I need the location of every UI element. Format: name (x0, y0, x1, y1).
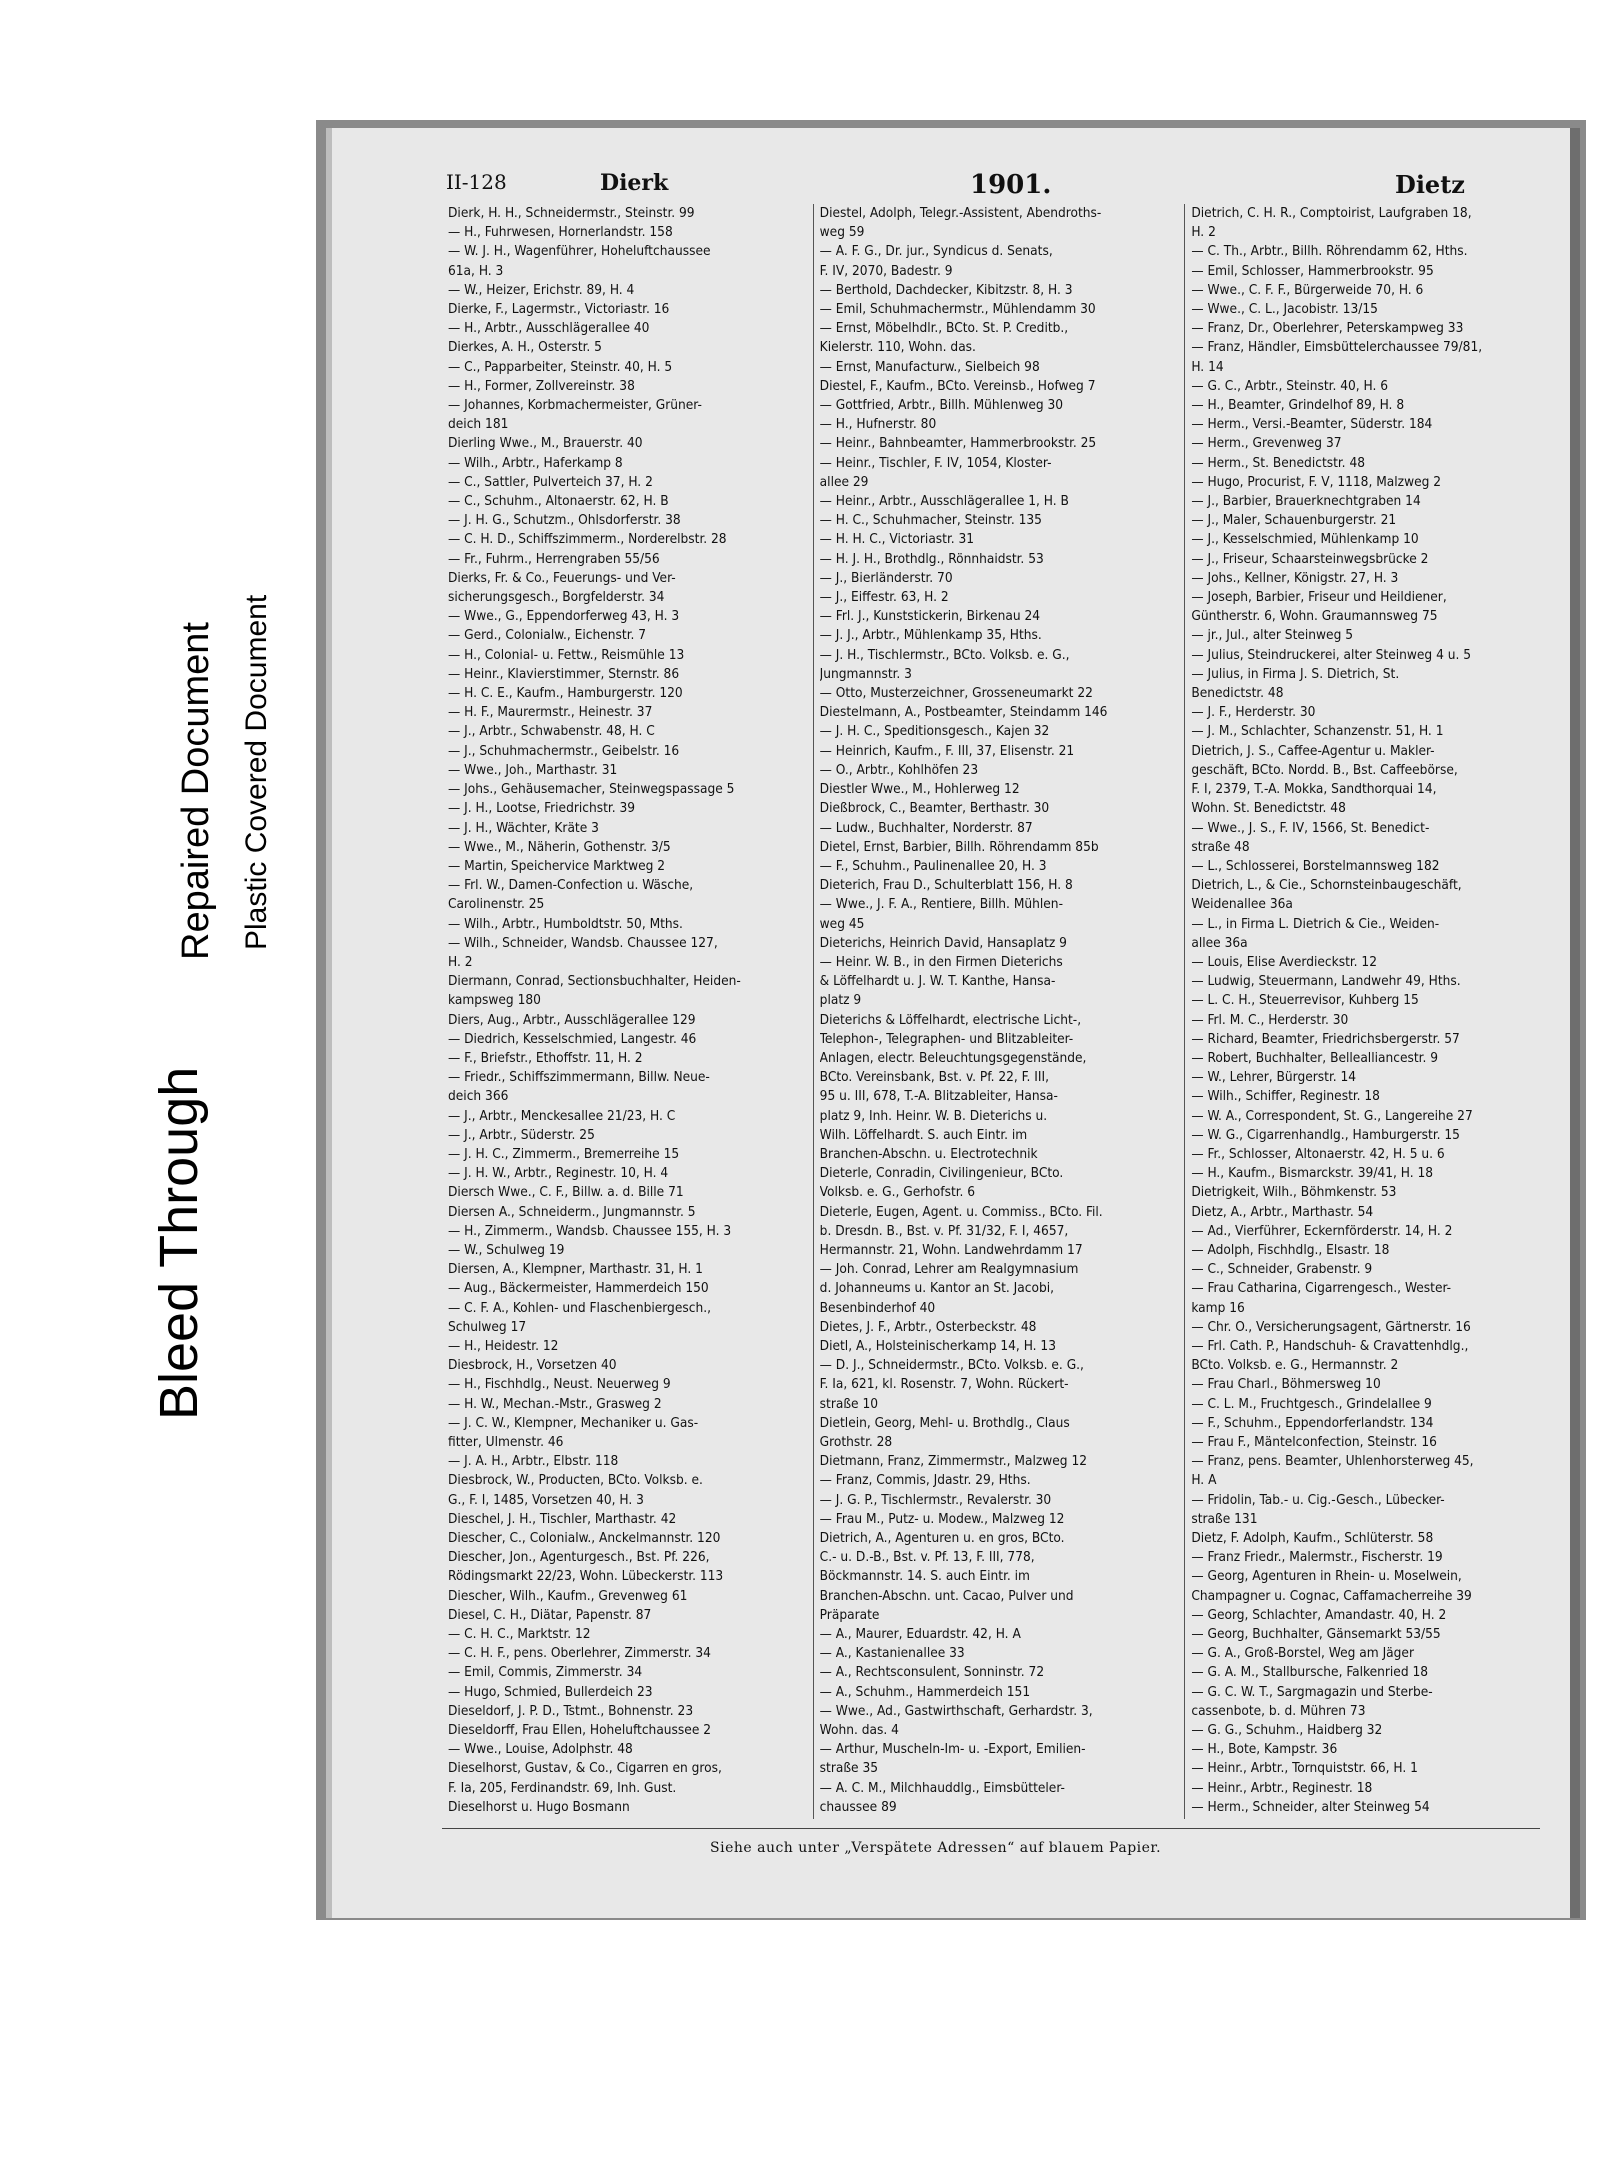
entry-columns (442, 204, 1556, 1819)
directory-entry: — Richard, Beamter, Friedrichsbergerstr. 57 (1191, 1030, 1460, 1047)
directory-entry: Diers, Aug., Arbtr., Ausschlägerallee 129 (448, 1011, 696, 1028)
directory-entry: — J., Maler, Schauenburgerstr. 21 (1191, 512, 1397, 529)
directory-entry: allee 29 (819, 473, 869, 490)
directory-entry: Dietrich, J. S., Caffee-Agentur u. Makler- (1191, 742, 1435, 759)
directory-entry: — L., in Firma L. Dietrich & Cie., Weiden- (1191, 915, 1440, 932)
directory-entry: — G. A., Groß-Borstel, Weg am Jäger (1191, 1645, 1414, 1662)
directory-entry: — Heinr. W. B., in den Firmen Dieterichs (819, 953, 1063, 970)
directory-entry: — Hugo, Schmied, Bullerdeich 23 (448, 1683, 653, 1700)
directory-entry: — Herm., Schneider, alter Steinweg 54 (1191, 1798, 1430, 1815)
directory-entry: Dieterich, Frau D., Schulterblatt 156, H. 8 (819, 877, 1073, 894)
directory-entry: — H. H. C., Victoriastr. 31 (819, 531, 975, 548)
directory-entry: Dieselhorst u. Hugo Bosmann (448, 1798, 630, 1815)
directory-entry: — J., Bierländerstr. 70 (819, 569, 953, 586)
directory-entry: Diescher, Jon., Agenturgesch., Bst. Pf. 226, (448, 1549, 710, 1566)
directory-entry: — J. M., Schlachter, Schanzenstr. 51, H. 1 (1191, 723, 1444, 740)
directory-entry: straße 131 (1191, 1510, 1258, 1527)
directory-entry: straße 10 (819, 1395, 879, 1412)
running-head-year: 1901. (970, 170, 1052, 200)
directory-entry: — Adolph, Fischhdlg., Elsastr. 18 (1191, 1241, 1390, 1258)
directory-entry: — Frau Charl., Böhmersweg 10 (1191, 1376, 1381, 1393)
directory-entry: Branchen-Abschn. unt. Cacao, Pulver und (819, 1587, 1074, 1604)
directory-entry: Dietmann, Franz, Zimmermstr., Malzweg 12 (819, 1453, 1088, 1470)
directory-entry: Besenbinderhof 40 (819, 1299, 936, 1316)
directory-entry: Wohn. St. Benedictstr. 48 (1191, 800, 1346, 817)
directory-entry: — G. C., Arbtr., Steinstr. 40, H. 6 (1191, 377, 1389, 394)
directory-entry: — D. J., Schneidermstr., BCto. Volksb. e. G., (819, 1357, 1084, 1374)
directory-entry: — H., Zimmerm., Wandsb. Chaussee 155, H. 3 (448, 1222, 732, 1239)
directory-entry: Präparate (819, 1606, 880, 1623)
running-head-right: Dietz (1395, 170, 1465, 199)
column-2 (813, 204, 1185, 1819)
directory-entry: Böckmannstr. 14. S. auch Eintr. im (819, 1568, 1030, 1585)
directory-entry: — G. C. W. T., Sargmagazin und Sterbe- (1191, 1683, 1433, 1700)
directory-entry: — J. J., Arbtr., Mühlenkamp 35, Hths. (819, 627, 1042, 644)
directory-entry: — Franz, Commis, Jdastr. 29, Hths. (819, 1472, 1031, 1489)
directory-entry: Kielerstr. 110, Wohn. das. (819, 339, 976, 356)
directory-page (326, 128, 1580, 1918)
directory-entry: — J. H. G., Schutzm., Ohlsdorferstr. 38 (448, 512, 681, 529)
directory-entry: — A., Kastanienallee 33 (819, 1645, 965, 1662)
directory-entry: — W. G., Cigarrenhandlg., Hamburgerstr. 15 (1191, 1126, 1460, 1143)
page-number: II-128 (446, 170, 507, 194)
directory-entry: Dieseldorf, J. P. D., Tstmt., Bohnenstr. 23 (448, 1702, 694, 1719)
directory-entry: — H., Fuhrwesen, Hornerlandstr. 158 (448, 224, 673, 241)
directory-entry: — J., Schuhmachermstr., Geibelstr. 16 (448, 742, 680, 759)
directory-entry: — Emil, Schuhmachermstr., Mühlendamm 30 (819, 301, 1096, 318)
directory-entry: — Herm., St. Benedictstr. 48 (1191, 454, 1366, 471)
directory-entry: 61a, H. 3 (448, 262, 504, 279)
directory-entry (820, 1817, 1179, 1819)
directory-entry: — Frl. M. C., Herderstr. 30 (1191, 1011, 1349, 1028)
directory-entry: — C., Schuhm., Altonaerstr. 62, H. B (448, 493, 669, 510)
directory-entry: Diestel, Adolph, Telegr.-Assistent, Abendroths- (819, 205, 1102, 221)
directory-entry: — Herm., Grevenweg 37 (1191, 435, 1342, 452)
column-3 (1184, 204, 1556, 1819)
directory-entry: — F., Schuhm., Paulinenallee 20, H. 3 (819, 857, 1047, 874)
directory-entry: — Heinrich, Kaufm., F. III, 37, Elisenstr. 21 (819, 742, 1075, 759)
directory-entry: — Ad., Vierführer, Eckernförderstr. 14, H. 2 (1191, 1222, 1453, 1239)
directory-entry: Wohn. das. 4 (819, 1722, 899, 1739)
directory-entry: — J., Arbtr., Menckesallee 21/23, H. C (448, 1107, 676, 1124)
directory-entry: — H. F., Maurermstr., Heinestr. 37 (448, 704, 653, 721)
directory-entry: — Heinr., Bahnbeamter, Hammerbrookstr. 25 (819, 435, 1097, 452)
directory-entry: straße 48 (1191, 838, 1250, 855)
directory-entry: — Fridolin, Tab.- u. Cig.-Gesch., Lübecker- (1191, 1491, 1445, 1508)
directory-entry: Diermann, Conrad, Sectionsbuchhalter, Heiden- (448, 973, 741, 990)
directory-entry: — Frl. W., Damen-Confection u. Wäsche, (448, 877, 694, 894)
directory-entry: — G. G., Schuhm., Haidberg 32 (1191, 1722, 1383, 1739)
directory-entry: — Wilh., Arbtr., Haferkamp 8 (448, 454, 623, 471)
directory-entry: Dieterichs & Löffelhardt, electrische Licht-, (819, 1011, 1082, 1028)
directory-entry: — H. C., Schuhmacher, Steinstr. 135 (819, 512, 1042, 529)
directory-entry: Telephon-, Telegraphen- und Blitzableiter- (819, 1030, 1074, 1047)
directory-entry: Dietrigkeit, Wilh., Böhmkenstr. 53 (1191, 1184, 1397, 1201)
directory-entry: kamp 16 (1191, 1299, 1245, 1316)
directory-entry: — J., Eiffestr. 63, H. 2 (819, 589, 949, 606)
directory-entry: — J. H., Tischlermstr., BCto. Volksb. e. G., (819, 646, 1070, 663)
directory-entry: Dieterichs, Heinrich David, Hansaplatz 9 (819, 934, 1067, 951)
directory-entry: F. Ia, 621, kl. Rosenstr. 7, Wohn. Rückert- (819, 1376, 1069, 1393)
directory-entry: — Frl. Cath. P., Handschuh- & Cravattenhdlg., (1191, 1337, 1469, 1354)
directory-entry: Dierk, H. H., Schneidermstr., Steinstr. 99 (448, 205, 695, 221)
directory-entry: — W., Lehrer, Bürgerstr. 14 (1191, 1069, 1357, 1086)
directory-entry: — J., Barbier, Brauerknechtgraben 14 (1191, 493, 1421, 510)
directory-entry: Dietel, Ernst, Barbier, Billh. Röhrendamm 85b (819, 838, 1099, 855)
directory-entry: fitter, Ulmenstr. 46 (448, 1434, 564, 1450)
directory-entry: — Georg, Agenturen in Rhein- u. Moselwein, (1191, 1568, 1462, 1585)
directory-entry: Dieterle, Conradin, Civilingenieur, BCto. (819, 1165, 1064, 1182)
directory-entry: Diestelmann, A., Postbeamter, Steindamm 146 (819, 704, 1108, 721)
directory-entry: — J. H. C., Zimmerm., Bremerreihe 15 (448, 1145, 680, 1162)
directory-entry: — Heinr., Klavierstimmer, Sternstr. 86 (448, 665, 680, 682)
directory-entry: — J. F., Herderstr. 30 (1191, 704, 1316, 721)
directory-entry: — Wwe., Joh., Marthastr. 31 (448, 761, 618, 778)
directory-entry: cassenbote, b. d. Mühren 73 (1191, 1702, 1366, 1719)
directory-entry: — A., Maurer, Eduardstr. 42, H. A (819, 1626, 1021, 1643)
directory-entry: — Ernst, Manufacturw., Sielbeich 98 (819, 358, 1040, 375)
directory-entry: Diescher, C., Colonialw., Anckelmannstr. 120 (448, 1530, 721, 1547)
directory-entry: — Louis, Elise Averdieckstr. 12 (1191, 953, 1377, 970)
directory-entry: Dietlein, Georg, Mehl- u. Brothdlg., Claus (819, 1414, 1070, 1431)
footnote: Siehe auch unter „Verspätete Adressen“ auf blauem Papier. (710, 1840, 1162, 1856)
directory-entry: — W. J. H., Wagenführer, Hoheluftchaussee (448, 243, 711, 260)
directory-entry: Dierling Wwe., M., Brauerstr. 40 (448, 435, 643, 452)
directory-entry: — Franz, pens. Beamter, Uhlenhorsterweg 45, (1191, 1453, 1474, 1470)
directory-entry: Diesbrock, W., Producten, BCto. Volksb. e. (448, 1472, 703, 1489)
directory-entry: — C., Papparbeiter, Steinstr. 40, H. 5 (448, 358, 673, 375)
directory-entry: H. 2 (448, 953, 473, 970)
directory-entry: platz 9, Inh. Heinr. W. B. Dieterichs u. (819, 1107, 1048, 1124)
directory-entry: H. 2 (1191, 224, 1216, 241)
running-head-left: Dierk (600, 170, 669, 196)
directory-entry: — F., Briefstr., Ethoffstr. 11, H. 2 (448, 1049, 643, 1066)
directory-entry: — H., Former, Zollvereinstr. 38 (448, 377, 635, 394)
directory-entry: — Gottfried, Arbtr., Billh. Mühlenweg 30 (819, 397, 1064, 414)
directory-entry: — Hugo, Procurist, F. V, 1118, Malzweg 2 (1191, 473, 1442, 490)
directory-entry: BCto. Vereinsbank, Bst. v. Pf. 22, F. III, (819, 1069, 1049, 1086)
directory-entry: C.- u. D.-B., Bst. v. Pf. 13, F. III, 778, (819, 1549, 1035, 1566)
directory-entry: Dietz, A., Arbtr., Marthastr. 54 (1191, 1203, 1374, 1220)
directory-entry: — Herm., Versi.-Beamter, Süderstr. 184 (1191, 416, 1433, 433)
directory-entry: Jungmannstr. 3 (819, 665, 912, 682)
directory-entry: — H., Heidestr. 12 (448, 1337, 559, 1354)
directory-entry: Volksb. e. G., Gerhofstr. 6 (819, 1184, 976, 1201)
directory-entry: — Wilh., Schiffer, Reginestr. 18 (1191, 1088, 1380, 1105)
directory-entry: — Ludwig, Steuermann, Landwehr 49, Hths. (1191, 973, 1461, 990)
directory-entry: — A., Rechtsconsulent, Sonninstr. 72 (819, 1664, 1045, 1681)
directory-entry: Diesel, C. H., Diätar, Papenstr. 87 (448, 1606, 652, 1623)
directory-entry: H. 14 (1191, 358, 1224, 375)
directory-entry: Diestler Wwe., M., Hohlerweg 12 (819, 781, 1020, 798)
bleed-through-label: Bleed Through (149, 1066, 209, 1420)
directory-entry: Dietz, F. Adolph, Kaufm., Schlüterstr. 58 (1191, 1530, 1434, 1547)
directory-entry: — Frau F., Mäntelconfection, Steinstr. 16 (1191, 1434, 1437, 1450)
directory-entry: F. IV, 2070, Badestr. 9 (819, 262, 953, 279)
directory-entry: — Arthur, Muscheln-Im- u. -Export, Emilien- (819, 1741, 1086, 1758)
directory-entry: — Gerd., Colonialw., Eichenstr. 7 (448, 627, 647, 644)
directory-entry: F. I, 2379, T.-A. Mokka, Sandthorquai 14, (1191, 781, 1437, 798)
directory-entry: G., F. I, 1485, Vorsetzen 40, H. 3 (448, 1491, 644, 1508)
directory-entry: Dierkes, A. H., Osterstr. 5 (448, 339, 602, 356)
directory-entry: — Martin, Speichervice Marktweg 2 (448, 857, 666, 874)
directory-entry: Wilh. Löffelhardt. S. auch Eintr. im (819, 1126, 1028, 1143)
directory-entry: — G. A. M., Stallbursche, Falkenried 18 (1191, 1664, 1429, 1681)
directory-entry: — Heinr., Arbtr., Reginestr. 18 (1191, 1779, 1373, 1796)
bottom-rule (442, 1828, 1540, 1829)
directory-entry: weg 45 (819, 915, 865, 932)
directory-entry: — Fr., Fuhrm., Herrengraben 55/56 (448, 550, 660, 567)
directory-entry: — Joh. Conrad, Lehrer am Realgymnasium (819, 1261, 1079, 1278)
directory-entry: deich 366 (448, 1088, 509, 1105)
directory-entry: — H., Beamter, Grindelhof 89, H. 8 (1191, 397, 1405, 414)
directory-entry: — Otto, Musterzeichner, Grosseneumarkt 22 (819, 685, 1093, 702)
directory-entry: — C. H. D., Schiffszimmerm., Norderelbstr. 28 (448, 531, 727, 548)
column-1 (442, 204, 813, 1819)
directory-entry: — C., Schneider, Grabenstr. 9 (1191, 1261, 1373, 1278)
directory-entry: — J. H., Wächter, Kräte 3 (448, 819, 599, 836)
directory-entry: Schulweg 17 (448, 1318, 527, 1335)
directory-entry: kampsweg 180 (448, 992, 541, 1009)
directory-entry: — Robert, Buchhalter, Bellealliancestr. 9 (1191, 1049, 1438, 1066)
directory-entry: — jr., Jul., alter Steinweg 5 (1191, 627, 1354, 644)
directory-entry: Diersen A., Schneiderm., Jungmannstr. 5 (448, 1203, 696, 1220)
directory-entry: — H., Kaufm., Bismarckstr. 39/41, H. 18 (1191, 1165, 1434, 1182)
directory-entry: sicherungsgesch., Borgfelderstr. 34 (448, 589, 665, 606)
directory-entry: b. Dresdn. B., Bst. v. Pf. 31/32, F. I, 4657, (819, 1222, 1069, 1239)
directory-entry: — Wilh., Schneider, Wandsb. Chaussee 127, (448, 934, 718, 951)
directory-entry: — C. Th., Arbtr., Billh. Röhrendamm 62, Hths. (1191, 243, 1468, 260)
directory-entry: — Franz, Händler, Eimsbüttelerchaussee 79/81, (1191, 339, 1483, 356)
directory-entry: Champagner u. Cognac, Caffamacherreihe 39 (1191, 1587, 1472, 1604)
directory-entry: — Heinr., Tischler, F. IV, 1054, Kloster- (819, 454, 1052, 471)
directory-entry: d. Johanneums u. Kantor an St. Jacobi, (819, 1280, 1055, 1297)
directory-entry: — C., Sattler, Pulverteich 37, H. 2 (448, 473, 653, 490)
directory-entry: — Joseph, Barbier, Friseur und Heildiener, (1191, 589, 1447, 606)
directory-entry: Dieseldorff, Frau Ellen, Hoheluftchaussee 2 (448, 1722, 712, 1739)
directory-entry: — A. F. G., Dr. jur., Syndicus d. Senats, (819, 243, 1053, 260)
directory-entry: — Heinr., Arbtr., Ausschlägerallee 1, H. B (819, 493, 1069, 510)
directory-entry: — Wwe., M., Näherin, Gothenstr. 3/5 (448, 838, 671, 855)
directory-entry: — A. C. M., Milchhauddlg., Eimsbütteler- (819, 1779, 1065, 1796)
directory-entry: Dietes, J. F., Arbtr., Osterbeckstr. 48 (819, 1318, 1037, 1335)
directory-entry: — A., Schuhm., Hammerdeich 151 (819, 1683, 1031, 1700)
directory-entry: — F., Schuhm., Eppendorferlandstr. 134 (1191, 1414, 1434, 1431)
directory-entry: Dietrich, A., Agenturen u. en gros, BCto. (819, 1530, 1065, 1547)
directory-entry: — Friedr., Schiffszimmermann, Billw. Neue- (448, 1069, 710, 1086)
directory-entry: — Heinr., Arbtr., Tornquiststr. 66, H. 1 (1191, 1760, 1418, 1777)
directory-entry: — Ernst, Möbelhdlr., BCto. St. P. Creditb., (819, 320, 1069, 337)
directory-entry: chaussee 89 (819, 1798, 897, 1815)
directory-entry: — H. W., Mechan.-Mstr., Grasweg 2 (448, 1395, 662, 1412)
directory-entry: — Frau M., Putz- u. Modew., Malzweg 12 (819, 1510, 1065, 1527)
directory-entry: — J., Friseur, Schaarsteinwegsbrücke 2 (1191, 550, 1429, 567)
directory-entry: — H., Fischhdlg., Neust. Neuerweg 9 (448, 1376, 671, 1393)
directory-entry (1191, 1817, 1550, 1819)
directory-entry: Dierks, Fr. & Co., Feuerungs- und Ver- (448, 569, 676, 586)
directory-entry: — J. H. C., Speditionsgesch., Kajen 32 (819, 723, 1050, 740)
directory-entry: — J., Arbtr., Schwabenstr. 48, H. C (448, 723, 655, 740)
directory-entry: Dietl, A., Holsteinischerkamp 14, H. 13 (819, 1337, 1056, 1354)
directory-entry: — C. H. F., pens. Oberlehrer, Zimmerstr. 34 (448, 1645, 711, 1662)
directory-entry: BCto. Volksb. e. G., Hermannstr. 2 (1191, 1357, 1399, 1374)
directory-entry (448, 1817, 807, 1819)
directory-entry: — Emil, Commis, Zimmerstr. 34 (448, 1664, 643, 1681)
directory-entry: Dießbrock, C., Beamter, Berthastr. 30 (819, 800, 1050, 817)
directory-entry: — Fr., Schlosser, Altonaerstr. 42, H. 5 u. 6 (1191, 1145, 1445, 1162)
directory-entry: — O., Arbtr., Kohlhöfen 23 (819, 761, 979, 778)
directory-entry: Dierke, F., Lagermstr., Victoriastr. 16 (448, 301, 670, 318)
repaired-document-label: Repaired Document (175, 622, 217, 960)
directory-entry: Diesbrock, H., Vorsetzen 40 (448, 1357, 617, 1374)
directory-entry: — Frl. J., Kunststickerin, Birkenau 24 (819, 608, 1041, 625)
directory-entry: — Frau Catharina, Cigarrengesch., Wester- (1191, 1280, 1452, 1297)
directory-entry: Anlagen, electr. Beleuchtungsgegenstände, (819, 1049, 1087, 1066)
directory-entry: — Julius, in Firma J. S. Dietrich, St. (1191, 665, 1400, 682)
directory-entry: — Diedrich, Kesselschmied, Langestr. 46 (448, 1030, 697, 1047)
directory-entry: 95 u. III, 678, T.-A. Blitzableiter, Hansa- (819, 1088, 1058, 1105)
directory-entry: — Emil, Schlosser, Hammerbrookstr. 95 (1191, 262, 1434, 279)
directory-entry: — J. A. H., Arbtr., Elbstr. 118 (448, 1453, 619, 1470)
directory-entry: Dieschel, J. H., Tischler, Marthastr. 42 (448, 1510, 677, 1527)
directory-entry: — H. C. E., Kaufm., Hamburgerstr. 120 (448, 685, 683, 702)
directory-entry: Diersch Wwe., C. F., Billw. a. d. Bille 71 (448, 1184, 684, 1201)
directory-entry: — W. A., Correspondent, St. G., Langereihe 27 (1191, 1107, 1473, 1124)
directory-entry: — J. G. P., Tischlermstr., Revalerstr. 30 (819, 1491, 1052, 1508)
directory-entry: Güntherstr. 6, Wohn. Graumannsweg 75 (1191, 608, 1438, 625)
directory-entry: — C. L. M., Fruchtgesch., Grindelallee 9 (1191, 1395, 1432, 1412)
directory-entry: — Georg, Buchhalter, Gänsemarkt 53/55 (1191, 1626, 1441, 1643)
directory-entry: — Johannes, Korbmachermeister, Grüner- (448, 397, 702, 414)
plastic-covered-label: Plastic Covered Document (240, 594, 273, 950)
directory-entry: — H., Bote, Kampstr. 36 (1191, 1741, 1338, 1758)
directory-entry: straße 35 (819, 1760, 879, 1777)
directory-entry: — Johs., Gehäusemacher, Steinwegspassage 5 (448, 781, 735, 798)
directory-entry: platz 9 (819, 992, 862, 1009)
directory-entry: geschäft, BCto. Nordd. B., Bst. Caffeebörse, (1191, 761, 1458, 778)
directory-entry: Dieselhorst, Gustav, & Co., Cigarren en gros, (448, 1760, 722, 1777)
directory-entry: — J., Kesselschmied, Mühlenkamp 10 (1191, 531, 1419, 548)
directory-entry: — J. C. W., Klempner, Mechaniker u. Gas- (448, 1414, 699, 1431)
directory-entry: — H. J. H., Brothdlg., Rönnhaidstr. 53 (819, 550, 1044, 567)
directory-entry: — Wwe., C. F. F., Bürgerweide 70, H. 6 (1191, 281, 1424, 298)
directory-entry: — Johs., Kellner, Königstr. 27, H. 3 (1191, 569, 1399, 586)
directory-entry: — Aug., Bäckermeister, Hammerdeich 150 (448, 1280, 709, 1297)
directory-entry: Benedictstr. 48 (1191, 685, 1284, 702)
directory-entry: Grothstr. 28 (819, 1434, 893, 1450)
directory-entry: — Berthold, Dachdecker, Kibitzstr. 8, H. 3 (819, 281, 1073, 298)
directory-entry: Dietrich, L., & Cie., Schornsteinbaugeschäft, (1191, 877, 1462, 894)
directory-entry: — C. H. C., Marktstr. 12 (448, 1626, 591, 1643)
directory-entry: F. Ia, 205, Ferdinandstr. 69, Inh. Gust. (448, 1779, 677, 1796)
directory-entry: — Chr. O., Versicherungsagent, Gärtnerstr. 16 (1191, 1318, 1471, 1335)
directory-entry: Weidenallee 36a (1191, 896, 1293, 913)
directory-entry: — W., Schulweg 19 (448, 1241, 565, 1258)
directory-entry: — Julius, Steindruckerei, alter Steinweg 4 u. 5 (1191, 646, 1472, 663)
directory-entry: — H., Colonial- u. Fettw., Reismühle 13 (448, 646, 685, 663)
directory-entry: — L., Schlosserei, Borstelmannsweg 182 (1191, 857, 1440, 874)
directory-entry: — Wwe., Ad., Gastwirthschaft, Gerhardstr. 3, (819, 1702, 1093, 1719)
directory-entry: Dietrich, C. H. R., Comptoirist, Laufgraben 18, (1191, 205, 1472, 221)
directory-entry: — H., Arbtr., Ausschlägerallee 40 (448, 320, 650, 337)
directory-entry: Rödingsmarkt 22/23, Wohn. Lübeckerstr. 113 (448, 1568, 724, 1585)
directory-entry: — Wwe., J. S., F. IV, 1566, St. Benedict- (1191, 819, 1430, 836)
directory-entry: Carolinenstr. 25 (448, 896, 545, 913)
directory-entry: — Franz, Dr., Oberlehrer, Peterskampweg 33 (1191, 320, 1464, 337)
directory-entry: — L. C. H., Steuerrevisor, Kuhberg 15 (1191, 992, 1419, 1009)
directory-entry: — Wwe., J. F. A., Rentiere, Billh. Mühlen- (819, 896, 1063, 913)
directory-entry: — Franz Friedr., Malermstr., Fischerstr. 19 (1191, 1549, 1443, 1566)
directory-entry: — H., Hufnerstr. 80 (819, 416, 937, 433)
directory-entry: — J. H. W., Arbtr., Reginestr. 10, H. 4 (448, 1165, 669, 1182)
directory-entry: Dieterle, Eugen, Agent. u. Commiss., BCto. Fil. (819, 1203, 1103, 1220)
directory-entry: — C. F. A., Kohlen- und Flaschenbiergesch., (448, 1299, 711, 1316)
directory-entry: & Löffelhardt u. J. W. T. Kanthe, Hansa- (819, 973, 1056, 990)
directory-entry: — J. H., Lootse, Friedrichstr. 39 (448, 800, 636, 817)
directory-entry: — Wwe., G., Eppendorferweg 43, H. 3 (448, 608, 680, 625)
directory-entry: — Wwe., C. L., Jacobistr. 13/15 (1191, 301, 1378, 318)
directory-entry: Branchen-Abschn. u. Electrotechnik (819, 1145, 1038, 1162)
directory-entry: — J., Arbtr., Süderstr. 25 (448, 1126, 595, 1143)
directory-entry: — Ludw., Buchhalter, Norderstr. 87 (819, 819, 1033, 836)
directory-entry: — Wilh., Arbtr., Humboldtstr. 50, Mths. (448, 915, 683, 932)
directory-entry: Hermannstr. 21, Wohn. Landwehrdamm 17 (819, 1241, 1083, 1258)
directory-entry: Diestel, F., Kaufm., BCto. Vereinsb., Hofweg 7 (819, 377, 1096, 394)
directory-entry: — Georg, Schlachter, Amandastr. 40, H. 2 (1191, 1606, 1447, 1623)
directory-entry: Diescher, Wilh., Kaufm., Grevenweg 61 (448, 1587, 688, 1604)
directory-entry: H. A (1191, 1472, 1217, 1489)
directory-entry: Diersen, A., Klempner, Marthastr. 31, H. 1 (448, 1261, 703, 1278)
directory-entry: deich 181 (448, 416, 509, 433)
directory-entry: weg 59 (819, 224, 865, 241)
directory-entry: — Wwe., Louise, Adolphstr. 48 (448, 1741, 633, 1758)
directory-entry: allee 36a (1191, 934, 1248, 951)
directory-entry: — W., Heizer, Erichstr. 89, H. 4 (448, 281, 635, 298)
